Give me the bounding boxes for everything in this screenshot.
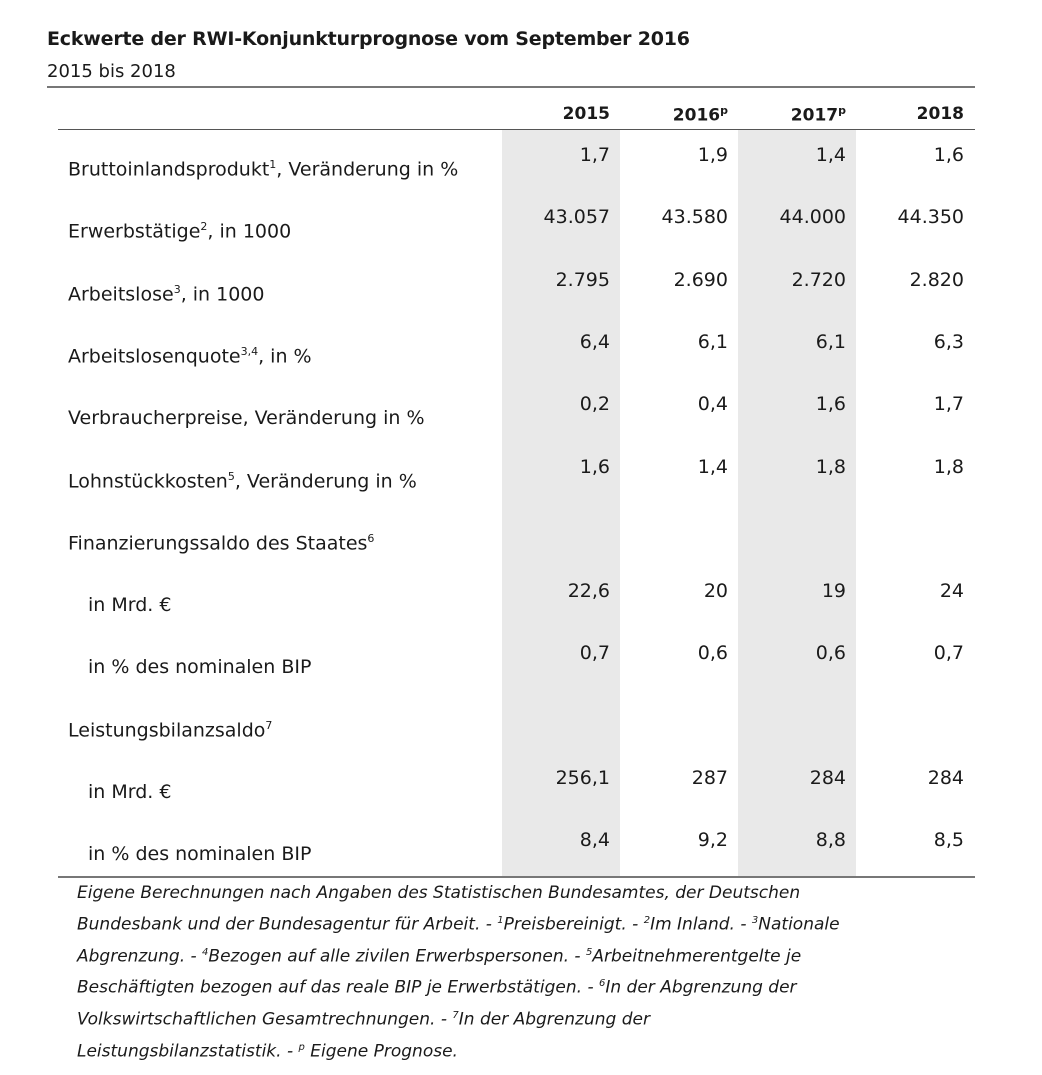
cell-value-2018: 0,7 [933,642,964,665]
row-label: Bruttoinlandsprodukt$^1$, Veränderung in % [68,158,459,181]
footnote-line: Leistungsbilanzstatistik. - $^p$ Eigene Prognose. [77,1041,458,1062]
cell-value-2017: 6,1 [815,330,846,353]
column-header-2018: 2018 [916,104,964,124]
table-row [0,825,1042,865]
column-header-2017: 2017$^p$ [790,104,846,126]
table-row [0,763,1042,803]
cell-value-2017: 44.000 [779,206,846,229]
cell-value-2018: 1,8 [933,455,964,478]
cell-value-2017: 19 [821,580,846,603]
cell-value-2017: 284 [809,767,846,789]
table-row [0,576,1042,616]
table-row [0,389,1042,429]
row-label: Leistungsbilanzsaldo$^7$ [68,718,273,742]
top-rule [47,86,975,88]
table-row [0,265,1042,305]
column-header-2015: 2015 [562,104,610,124]
footnote-line: Bundesbank und der Bundesagentur für Arbeit. - $^1$Preisbereinigt. - $^2$Im Inland. - $^3$Nationale [77,914,840,935]
cell-value-2016: 43.580 [661,206,728,229]
cell-value-2015: 256,1 [555,767,610,789]
cell-value-2017: 1,8 [815,455,846,478]
cell-value-2015: 43.057 [543,206,610,229]
cell-value-2017: 0,6 [815,642,846,665]
cell-value-2016: 2.690 [673,268,728,291]
cell-value-2016: 1,9 [697,144,728,166]
table-row [0,638,1042,678]
row-label: Verbraucherpreise, Veränderung in % [68,407,425,430]
cell-value-2017: 2.720 [791,268,846,291]
cell-value-2015: 1,6 [579,455,610,478]
row-label: in Mrd. € [88,781,172,803]
row-label: Arbeitslosenquote$^{3,4}$, in % [68,344,312,368]
cell-value-2018: 1,7 [933,393,964,416]
cell-value-2018: 8,5 [933,829,964,852]
cell-value-2017: 8,8 [815,829,846,852]
bottom-rule [58,876,975,878]
footnote-line: Beschäftigten bezogen auf das reale BIP je Erwerbstätigen. - $^6$In der Abgrenzung der [77,977,797,998]
cell-value-2015: 1,7 [579,144,610,166]
cell-value-2018: 2.820 [909,268,964,291]
row-label: in % des nominalen BIP [88,656,312,679]
table-title: Eckwerte der RWI-Konjunkturprognose vom September 2016 [47,28,690,50]
cell-value-2015: 0,2 [579,393,610,416]
row-label: Arbeitslose$^3$, in 1000 [68,282,265,305]
table-row [0,327,1042,367]
footnote-line: Eigene Berechnungen nach Angaben des Statistischen Bundesamtes, der Deutschen [77,883,801,903]
footnote-line: Abgrenzung. - $^4$Bezogen auf alle zivilen Erwerbspersonen. - $^5$Arbeitnehmerentgelte je [77,946,802,967]
cell-value-2016: 9,2 [697,829,728,852]
cell-value-2016: 1,4 [697,455,728,478]
table-row [0,514,1042,554]
table-row [0,202,1042,242]
cell-value-2015: 2.795 [555,268,610,291]
row-label: Erwerbstätige$^2$, in 1000 [68,220,292,243]
row-label: Lohnstückkosten$^5$, Veränderung in % [68,469,417,492]
cell-value-2016: 0,6 [697,642,728,665]
cell-value-2015: 22,6 [567,580,610,603]
cell-value-2015: 0,7 [579,642,610,665]
cell-value-2018: 24 [939,580,964,603]
cell-value-2016: 287 [691,767,728,789]
cell-value-2016: 20 [703,580,728,603]
cell-value-2015: 6,4 [579,330,610,353]
column-header-2016: 2016$^p$ [672,104,728,126]
row-label: in % des nominalen BIP [88,843,312,866]
table-row [0,701,1042,741]
cell-value-2016: 6,1 [697,330,728,353]
cell-value-2017: 1,6 [815,393,846,416]
cell-value-2018: 44.350 [897,206,964,229]
footnote [77,880,877,1065]
row-label: in Mrd. € [88,594,172,617]
cell-value-2018: 1,6 [933,144,964,166]
footnote-line: Volkswirtschaftlichen Gesamtrechnungen. - $^7$In der Abgrenzung der [77,1009,650,1030]
row-label: Finanzierungssaldo des Staates$^6$ [68,531,375,555]
cell-value-2018: 284 [927,767,964,789]
cell-value-2017: 1,4 [815,144,846,166]
table-row [0,140,1042,180]
cell-value-2015: 8,4 [579,829,610,852]
table-subtitle: 2015 bis 2018 [47,61,176,82]
header-rule [58,129,975,130]
cell-value-2018: 6,3 [933,330,964,353]
table-row [0,452,1042,492]
cell-value-2016: 0,4 [697,393,728,416]
